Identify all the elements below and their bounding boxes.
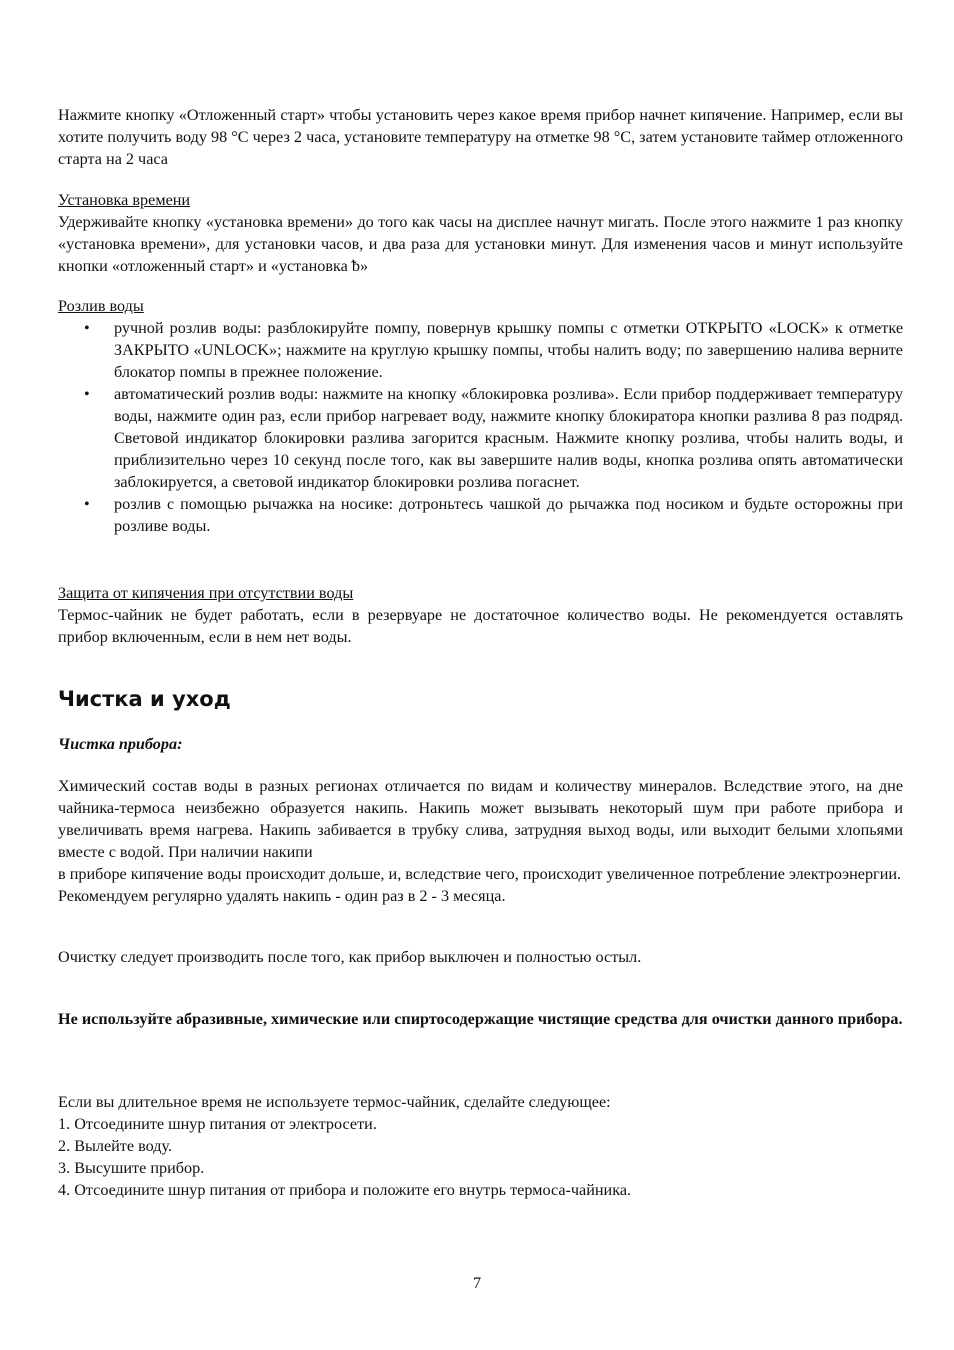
time-setting-heading: Установка времени xyxy=(58,191,191,209)
dry-protection-heading: Защита от кипячения при отсутствии воды xyxy=(58,584,354,602)
bullet-icon: • xyxy=(84,385,90,403)
dry-protection-paragraph: Термос-чайник не будет работать, если в резервуаре не достаточное количество воды. Не рекомендуется оставлять прибор включенным, если в нем нет воды. xyxy=(58,606,903,646)
list-item xyxy=(58,493,903,537)
dispensing-section xyxy=(58,295,903,537)
warning-text: Не используйте абразивные, химические или спиртосодержащие чистящие средства для очистки данного прибора. xyxy=(58,1010,903,1028)
page-number: 7 xyxy=(472,1274,482,1292)
warning-block xyxy=(58,1008,903,1030)
storage-step: 1. Отсоедините шнур питания от электросети. xyxy=(58,1115,377,1133)
cleaning-note-block xyxy=(58,946,903,968)
list-item xyxy=(58,317,903,383)
cleaning-note: Очистку следует производить после того, как прибор выключен и полностью остыл. xyxy=(58,948,642,966)
storage-step: 3. Высушите прибор. xyxy=(58,1159,205,1177)
section-title: Чистка и уход xyxy=(58,687,231,711)
list-item-text: автоматический розлив воды: нажмите на кнопку «блокировка розлива». Если прибор поддерживает температуру воды, нажмите один раз, если прибор нагревает воду, нажмите кнопку блокиратора кнопки разлива 8 раз подряд. Световой индикатор блокировки разлива загорится красным. Нажмите кнопку розлива, чтобы налить воды, и приблизительно через 10 секунд после того, как вы завершите налив воды, кнопка розлива опять автоматически заблокируется, а световой индикатор блокировки розлива погаснет. xyxy=(114,385,903,491)
list-item-text: ручной розлив воды: разблокируйте помпу, повернув крышку помпы с отметки ОТКРЫТО «LOCK» к отметке ЗАКРЫТО «UNLOCK»; нажмите на круглую крышку помпы, чтобы налить воду; по завершению налива верните блокатор помпы в прежнее положение. xyxy=(114,319,903,381)
cleaning-subtitle-block xyxy=(58,733,903,755)
intro-section xyxy=(58,104,903,170)
dry-protection-section xyxy=(58,582,903,648)
cleaning-paragraph-continued: в приборе кипячение воды происходит дольше, и, вследствие чего, происходит увеличенное потребление электроэнергии. Рекомендуем регулярно удалять накипь - один раз в 2 - 3 месяца. xyxy=(58,865,902,905)
list-item xyxy=(58,383,903,493)
cleaning-paragraph-block xyxy=(58,775,903,907)
time-setting-section xyxy=(58,189,903,277)
list-item-text: розлив с помощью рычажка на носике: дотроньтесь чашкой до рычажка под носиком и будьте осторожны при розливе воды. xyxy=(114,495,903,535)
cleaning-title-block xyxy=(58,686,903,712)
time-setting-paragraph: Удерживайте кнопку «установка времени» до того как часы на дисплее начнут мигать. После этого нажмите 1 раз кнопку «установка времени», для установки часов, и два раза для установки минут. Для изменения часов и минут используйте кнопки «отложенный старт» и «установка ᵬ» xyxy=(58,213,903,275)
bullet-icon: • xyxy=(84,495,90,513)
bullet-icon: • xyxy=(84,319,90,337)
storage-intro: Если вы длительное время не используете термос-чайник, сделайте следующее: xyxy=(58,1093,611,1111)
storage-step: 2. Вылейте воду. xyxy=(58,1137,173,1155)
subsection-title: Чистка прибора: xyxy=(58,735,183,753)
intro-paragraph: Нажмите кнопку «Отложенный старт» чтобы установить через какое время прибор начнет кипячение. Например, если вы хотите получить воду 98 °С через 2 часа, установите температуру на отметке 98 °С, затем установите таймер отложенного старта на 2 часа xyxy=(58,106,903,168)
dispensing-list xyxy=(58,317,903,537)
dispensing-heading: Розлив воды xyxy=(58,297,144,315)
storage-block xyxy=(58,1091,903,1201)
cleaning-paragraph: Химический состав воды в разных регионах отличается по видам и количеству минералов. Вследствие этого, на дне чайника-термоса неизбежно образуется накипь. Накипь может вызывать некоторый шум при работе прибора и увеличивать время нагрева. Накипь забивается в трубку слива, затрудняя выход воды, или выходит белыми хлопьями вместе с водой. При наличии накипи xyxy=(58,777,903,861)
storage-step: 4. Отсоедините шнур питания от прибора и положите его внутрь термоса-чайника. xyxy=(58,1181,632,1199)
